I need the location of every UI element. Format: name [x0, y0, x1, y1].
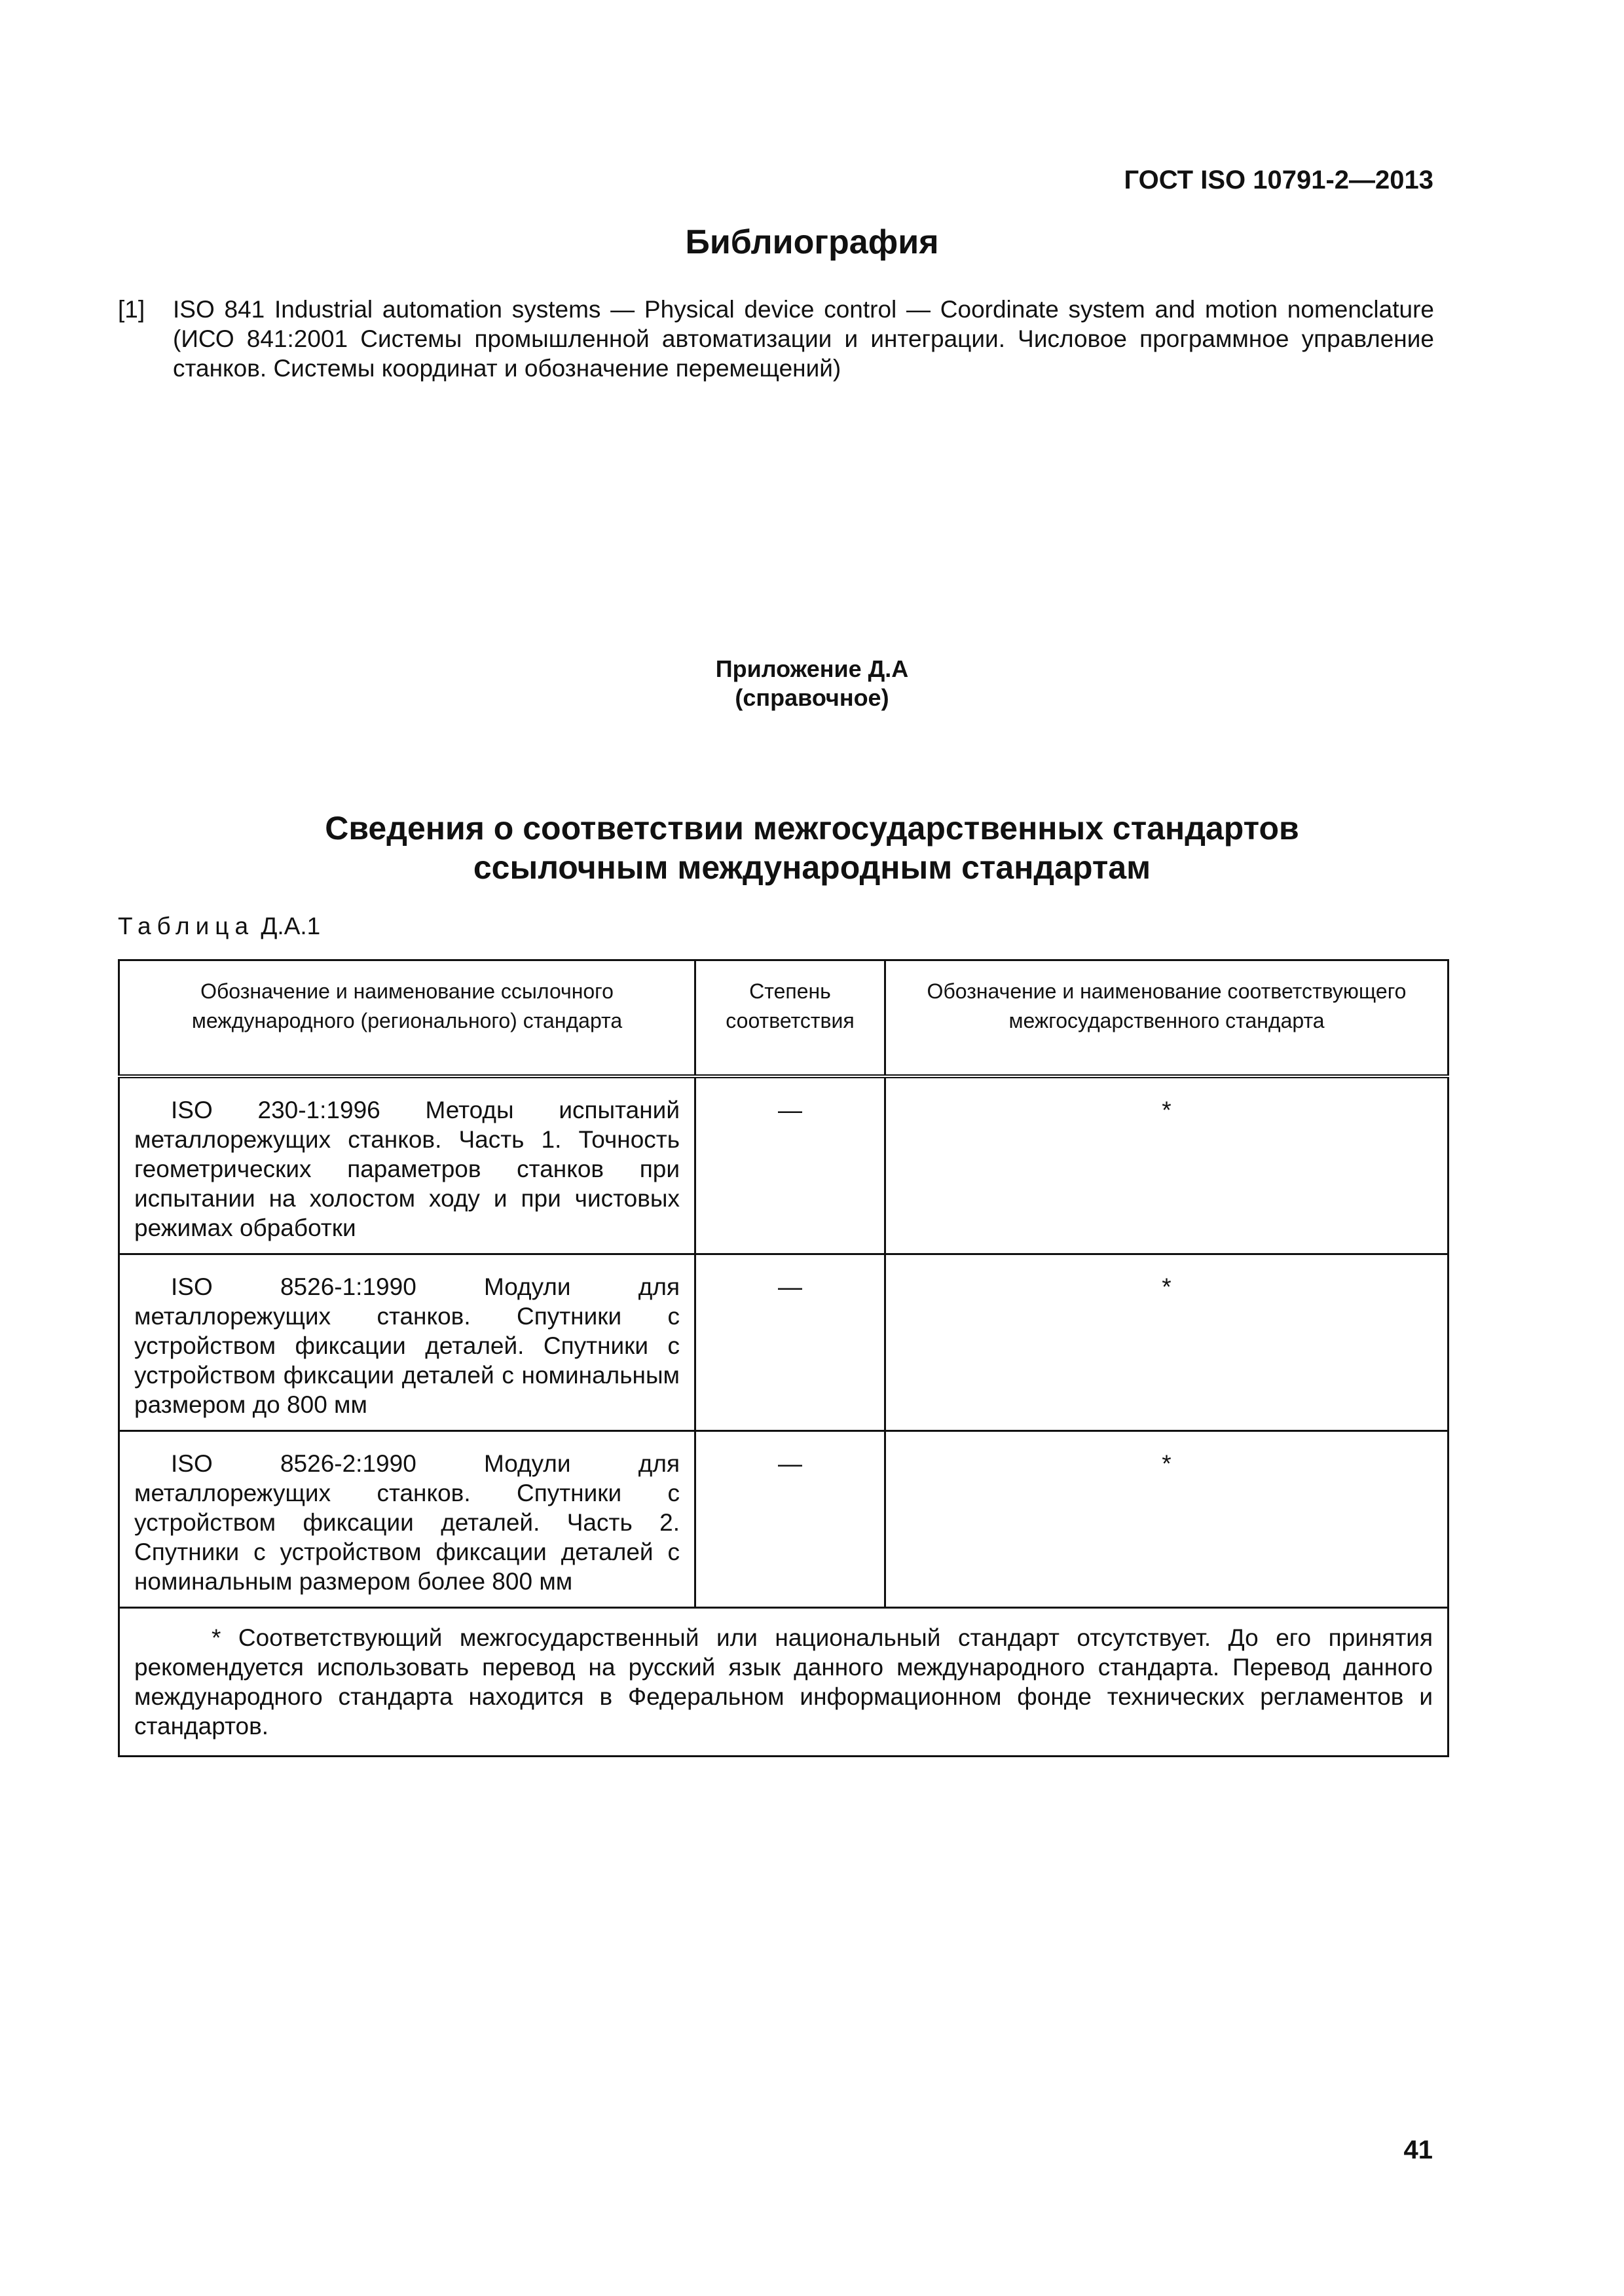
annex-subtitle: (справочное) [735, 684, 889, 711]
section-title [0, 809, 1624, 887]
table-cell-interstate: * [885, 1430, 1449, 1607]
section-title-line-2: ссылочным международным стандартам [473, 849, 1151, 886]
table-header-cell: Обозначение и наименование соответствующего межгосударственного стандарта [885, 960, 1449, 1076]
section-title-line-1: Сведения о соответствии межгосударственных стандартов [325, 810, 1299, 847]
standard-name: ISO 8526-2:1990 Модули для металлорежущих станков. Спутники с устройством фиксации деталей. Часть 2. Спутники с устройством фиксации деталей с номинальным размером более 800 мм [134, 1449, 680, 1595]
table-cell-standard [119, 1076, 695, 1254]
table-cell-interstate: * [885, 1076, 1449, 1254]
standard-name: ISO 8526-1:1990 Модули для металлорежущих станков. Спутники с устройством фиксации деталей. Спутники с устройством фиксации деталей с номинальным размером до 800 мм [134, 1273, 680, 1418]
table-row [119, 1430, 1449, 1607]
bibliography-entry-text: ISO 841 Industrial automation systems — Physical device control — Coordinate system and motion nomenclature (ИСО 841:2001 Системы промышленной автоматизации и интеграции. Числовое программное управление станков. Системы координат и обозначение перемещений) [173, 296, 1434, 382]
table-header-row [119, 960, 1449, 1076]
annex-title: Приложение Д.А [715, 655, 909, 682]
bibliography-title: Библиография [685, 223, 939, 261]
table-header-cell: Обозначение и наименование ссылочного международного (регионального) стандарта [119, 960, 695, 1076]
table-cell-interstate: * [885, 1254, 1449, 1430]
table-caption-number: Д.А.1 [261, 913, 321, 939]
document-code: ГОСТ ISO 10791-2—2013 [1124, 166, 1433, 194]
bibliography-entry [118, 295, 1434, 383]
annex-heading [0, 655, 1624, 712]
table-cell-standard [119, 1430, 695, 1607]
table-cell-degree: — [695, 1254, 885, 1430]
table-footnote-row [119, 1607, 1449, 1756]
table-footnote-text: * Соответствующий межгосударственный или национальный стандарт отсутствует. До его принятия рекомендуется использовать перевод на русский язык данного международного стандарта. Перевод данного международного стандарта находится в Федеральном информационном фонде технических регламентов и стандартов. [134, 1624, 1433, 1740]
table-caption [118, 913, 320, 940]
table-row [119, 1076, 1449, 1254]
correspondence-table [118, 959, 1447, 1757]
table-footnote [119, 1607, 1449, 1756]
bibliography-entry-number: [1] [118, 296, 145, 323]
table-header-cell: Степень соответствия [695, 960, 885, 1076]
table-cell-degree: — [695, 1076, 885, 1254]
table-caption-word: Таблица [118, 913, 255, 939]
table-row [119, 1254, 1449, 1430]
table-cell-degree: — [695, 1430, 885, 1607]
standard-name: ISO 230-1:1996 Методы испытаний металлорежущих станков. Часть 1. Точность геометрических параметров станков при испытании на холостом ходу и при чистовых режимах обработки [134, 1096, 680, 1241]
table-cell-standard [119, 1254, 695, 1430]
page-number: 41 [1403, 2136, 1433, 2164]
